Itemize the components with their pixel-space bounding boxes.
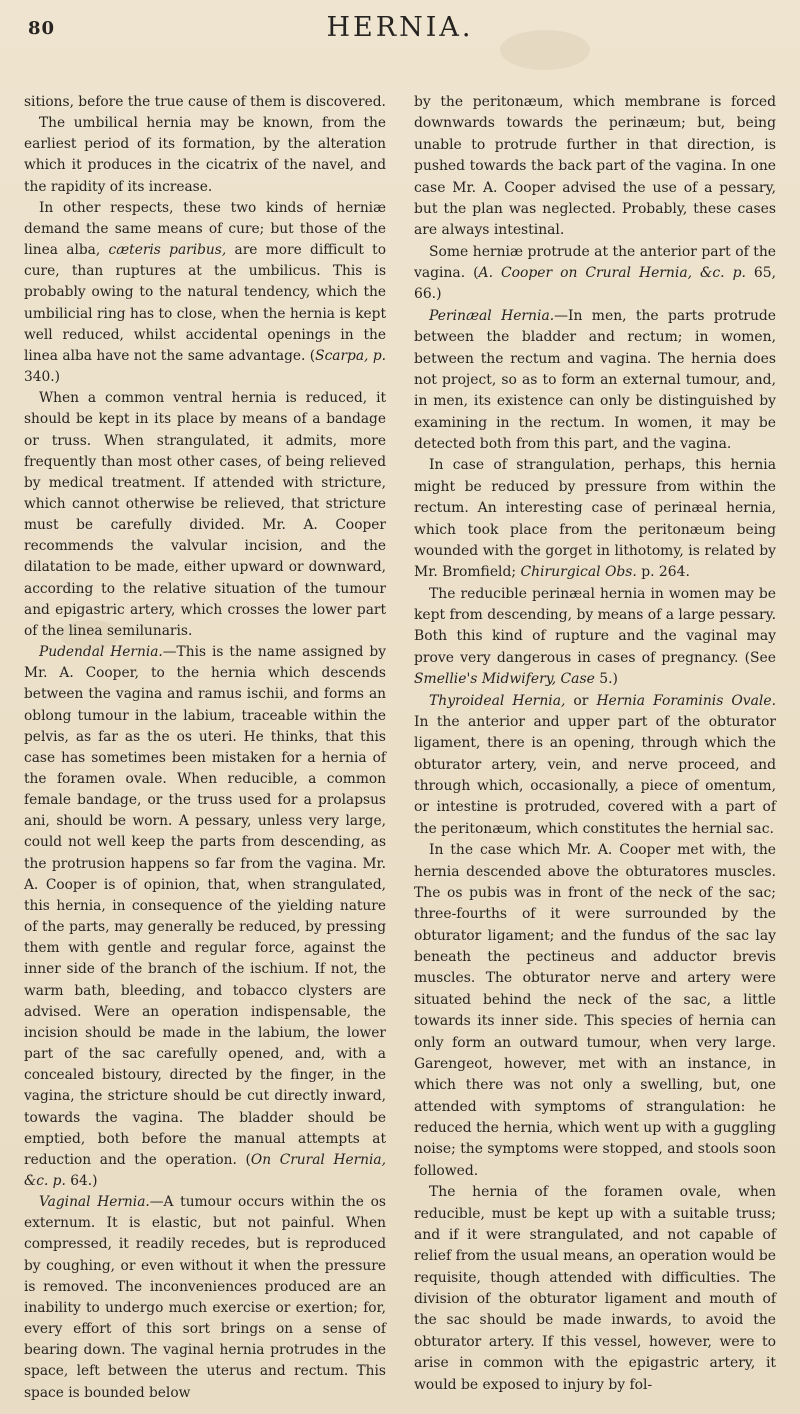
text-run: —A tumour occurs within the os externum. It is elastic, but not painful. When compressed, it readily recedes, but is reproduced by coughing, or even without it when the pressure is removed. The inconveniences produced are an inability to undergo much exercise or exertion; for, every effort of this sort brings on a sense of bearing down. The vaginal hernia protrudes in the space, left between the uterus and rectum. This space is bounded below: [24, 1194, 386, 1401]
italic-text: Chirurgical Obs.: [520, 564, 637, 581]
italic-text: Smellie's Midwifery, Case: [414, 671, 595, 688]
italic-text: Perinæal Hernia.: [429, 307, 555, 324]
page-header: [0, 8, 800, 48]
text-run: Some herniæ protrude at the anterior part of the vagina. (: [414, 243, 776, 281]
italic-text: Pudendal Hernia.: [39, 644, 163, 661]
paragraph: [414, 584, 776, 691]
text-run: or: [565, 692, 597, 709]
paragraph: [414, 242, 776, 306]
italic-text: Hernia Foraminis Ovale.: [596, 692, 776, 709]
paragraph: [24, 388, 386, 642]
page-number: 80: [28, 18, 56, 39]
text-run: In the anterior and upper part of the obturator ligament, there is an opening, through which the obturator artery, vein, and nerve proceed, and through which, occasionally, a piece of omentum, or intestine is protruded, covered with a part of the peritonæum, which constitutes the hernial sac.: [414, 713, 776, 837]
text-run: In other respects, these two kinds of herniæ demand the same means of cure; but those of the linea alba,: [24, 199, 386, 259]
paragraph: [24, 92, 386, 113]
running-head: HERNIA.: [326, 12, 474, 43]
italic-text: A. Cooper on Crural Hernia, &c. p.: [478, 265, 746, 281]
text-run: p. 264.: [636, 564, 690, 581]
text-run: by the peritonæum, which membrane is forced downwards towards the perinæum; but, being unable to protrude further in that direction, is pushed towards the back part of the vagina. In one case Mr. A. Cooper advised the use of a pessary, but the plan was neglected. Probably, these cases are always intestinal.: [414, 94, 776, 239]
text-run: The umbilical hernia may be known, from the earliest period of its formation, by the alteration which it produces in the cicatrix of the navel, and the rapidity of its increase.: [24, 115, 386, 195]
text-run: When a common ventral hernia is reduced, it should be kept in its place by means of a bandage or truss. When strangulated, it admits, more frequently than most other cases, of being relieved by medical treatment. If attended with stricture, which cannot otherwise be relieved, that stricture must be carefully divided. Mr. A. Cooper recommends the valvular incision, and the dilatation to be made, either upward or downward, according to the relative situation of the tumour and epigastric artery, which crosses the lower part of the linea semilunaris.: [24, 390, 386, 639]
text-run: 65, 66.): [414, 265, 776, 303]
italic-text: Scarpa, p.: [315, 347, 386, 364]
text-run: In the case which Mr. A. Cooper met with, the hernia descended above the obturatores muscles. The os pubis was in front of the neck of the sac; three-fourths of it were surrounded by the obturator ligament; and the fundus of the sac lay beneath the pectineus and adductor brevis muscles. The obturator nerve and artery were situated behind the neck of the sac, a little towards its inner side. This species of hernia can only form an outward tumour, when very large. Garengeot, however, met with an instance, in which there was not only a swelling, but, one attended with symptoms of strangulation: he reduced the hernia, which went up with a guggling noise; the symptoms were stopped, and stools soon followed.: [414, 842, 777, 1179]
paragraph: [414, 92, 776, 242]
italic-text: Thyroideal Hernia,: [429, 692, 566, 709]
text-run: The hernia of the foramen ovale, when reducible, must be kept up with a suitable truss; and if it were strangulated, and not capable of relief from the usual means, an operation would be requisite, though attended with difficulties. The division of the obturator ligament and mouth of the sac should be made inwards, to avoid the obturator artery. If this vessel, however, were to arise in common with the epigastric artery, it would be exposed to injury by fol-: [414, 1184, 776, 1393]
text-run: 340.): [24, 369, 60, 386]
text-run: —In men, the parts protrude between the bladder and rectum; in women, between the rectum and vagina. The hernia does not project, so as to form an external tumour, and, in men, its existence can only be distinguished by examining in the rectum. In women, it may be detected both from this part, and the vagina.: [414, 307, 777, 452]
text-run: are more difficult to cure, than ruptures at the umbilicus. This is probably owing to the natural tendency, which the umbilicial ring has to close, when the hernia is kept well reduced, whilst accidental openings in the linea alba have not the same advantage. (: [24, 242, 386, 364]
text-run: sitions, before the true cause of them is discovered.: [24, 94, 386, 110]
paragraph: [414, 840, 776, 1182]
text-run: 5.): [594, 671, 618, 688]
italic-text: Vaginal Hernia.: [39, 1194, 150, 1211]
right-text-column: [414, 92, 776, 1396]
text-run: —This is the name assigned by Mr. A. Cooper, to the hernia which descends between the vagina and ramus ischii, and forms an oblong tumour in the labium, traceable within the pelvis, as far as the os uteri. He thinks, that this case has sometimes been mistaken for a hernia of the foramen ovale. When reducible, a common female bandage, or the truss used for a prolapsus ani, should be worn. A pessary, unless very large, could not well keep the parts from descending, as the protrusion happens so far from the vagina. Mr. A. Cooper is of opinion, that, when strangulated, this hernia, in consequence of the yielding nature of the parts, may generally be reduced, by pressing them with gentle and regular force, against the inner side of the branch of the ischium. If not, the warm bath, bleeding, and tobacco clysters are advised. Were an operation indispensable, the incision should be made in the labium, the lower part of the sac carefully opened, and, with a concealed bistoury, directed by the finger, in the vagina, the stricture should be cut directly inward, towards the vagina. The bladder should be emptied, both before the manual attempts at reduction and the operation. (: [24, 644, 386, 1168]
text-run: The reducible perinæal hernia in women may be kept from descending, by means of a large pessary. Both this kind of rupture and the vaginal may prove very dangerous in cases of pregnancy. (See: [414, 585, 776, 666]
paragraph: [414, 455, 776, 583]
left-text-column: [24, 92, 386, 1404]
paragraph: [24, 642, 386, 1192]
text-run: 64.): [65, 1172, 98, 1189]
italic-text: On Crural Hernia, &c. p.: [24, 1151, 387, 1189]
italic-text: cæteris paribus,: [108, 242, 227, 259]
paragraph: [24, 198, 386, 388]
paragraph: [24, 113, 386, 198]
paragraph: [24, 1192, 386, 1404]
paragraph: [414, 691, 776, 841]
text-run: In case of strangulation, perhaps, this hernia might be reduced by pressure from within the rectum. An interesting case of perinæal hernia, which took place from the peritonæum being wounded with the gorget in lithotomy, is related by Mr. Bromfield;: [414, 457, 776, 581]
paragraph: [414, 306, 776, 456]
paragraph: [414, 1182, 776, 1396]
